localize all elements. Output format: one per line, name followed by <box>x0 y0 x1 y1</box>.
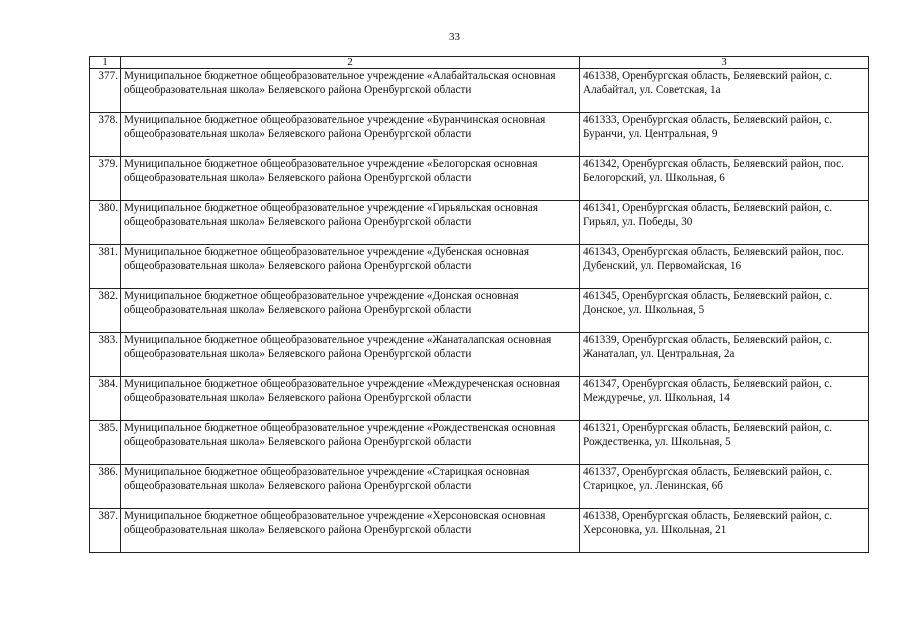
institution-name: Муниципальное бюджетное общеобразовательное учреждение «Буранчинская основная общеобразовательная школа» Беляевского района Оренбургской области <box>121 113 580 157</box>
table-row <box>90 69 869 113</box>
table-row <box>90 465 869 509</box>
institution-address: 461342, Оренбургская область, Беляевский район, пос. Белогорский, ул. Школьная, 6 <box>580 157 869 201</box>
institution-address: 461338, Оренбургская область, Беляевский район, с. Херсоновка, ул. Школьная, 21 <box>580 509 869 553</box>
table-row <box>90 377 869 421</box>
table-row <box>90 289 869 333</box>
institution-address: 461347, Оренбургская область, Беляевский район, с. Междуречье, ул. Школьная, 14 <box>580 377 869 421</box>
institution-name: Муниципальное бюджетное общеобразовательное учреждение «Белогорская основная общеобразовательная школа» Беляевского района Оренбургской области <box>121 157 580 201</box>
institution-name: Муниципальное бюджетное общеобразовательное учреждение «Херсоновская основная общеобразовательная школа» Беляевского района Оренбургской области <box>121 509 580 553</box>
row-number: 381. <box>90 245 121 289</box>
table-row <box>90 509 869 553</box>
institution-address: 461341, Оренбургская область, Беляевский район, с. Гирьял, ул. Победы, 30 <box>580 201 869 245</box>
row-number: 380. <box>90 201 121 245</box>
institution-name: Муниципальное бюджетное общеобразовательное учреждение «Донская основная общеобразовательная школа» Беляевского района Оренбургской области <box>121 289 580 333</box>
table-row <box>90 201 869 245</box>
column-header-number: 1 <box>90 57 121 69</box>
institution-address: 461337, Оренбургская область, Беляевский район, с. Старицкое, ул. Ленинская, 6б <box>580 465 869 509</box>
institution-name: Муниципальное бюджетное общеобразовательное учреждение «Алабайтальская основная общеобразовательная школа» Беляевского района Оренбургской области <box>121 69 580 113</box>
row-number: 379. <box>90 157 121 201</box>
table-header-row <box>90 57 869 69</box>
table-row <box>90 157 869 201</box>
page-number: 33 <box>449 31 460 43</box>
table-row <box>90 421 869 465</box>
institution-name: Муниципальное бюджетное общеобразовательное учреждение «Старицкая основная общеобразовательная школа» Беляевского района Оренбургской области <box>121 465 580 509</box>
institution-name: Муниципальное бюджетное общеобразовательное учреждение «Рождественская основная общеобразовательная школа» Беляевского района Оренбургской области <box>121 421 580 465</box>
table-row <box>90 113 869 157</box>
table-row <box>90 245 869 289</box>
institution-name: Муниципальное бюджетное общеобразовательное учреждение «Гирьяльская основная общеобразовательная школа» Беляевского района Оренбургской области <box>121 201 580 245</box>
institution-address: 461338, Оренбургская область, Беляевский район, с. Алабайтал, ул. Советская, 1а <box>580 69 869 113</box>
row-number: 385. <box>90 421 121 465</box>
row-number: 383. <box>90 333 121 377</box>
institution-name: Муниципальное бюджетное общеобразовательное учреждение «Жанаталапская основная общеобразовательная школа» Беляевского района Оренбургской области <box>121 333 580 377</box>
institution-address: 461321, Оренбургская область, Беляевский район, с. Рождественка, ул. Школьная, 5 <box>580 421 869 465</box>
row-number: 384. <box>90 377 121 421</box>
institution-name: Муниципальное бюджетное общеобразовательное учреждение «Междуреченская основная общеобразовательная школа» Беляевского района Оренбургской области <box>121 377 580 421</box>
institution-address: 461343, Оренбургская область, Беляевский район, пос. Дубенский, ул. Первомайская, 16 <box>580 245 869 289</box>
table-row <box>90 333 869 377</box>
institution-address: 461345, Оренбургская область, Беляевский район, с. Донское, ул. Школьная, 5 <box>580 289 869 333</box>
row-number: 378. <box>90 113 121 157</box>
schools-table <box>89 56 869 553</box>
row-number: 377. <box>90 69 121 113</box>
institution-address: 461333, Оренбургская область, Беляевский район, с. Буранчи, ул. Центральная, 9 <box>580 113 869 157</box>
column-header-name: 2 <box>121 57 580 69</box>
row-number: 386. <box>90 465 121 509</box>
row-number: 387. <box>90 509 121 553</box>
institution-name: Муниципальное бюджетное общеобразовательное учреждение «Дубенская основная общеобразовательная школа» Беляевского района Оренбургской области <box>121 245 580 289</box>
row-number: 382. <box>90 289 121 333</box>
column-header-address: 3 <box>580 57 869 69</box>
institution-address: 461339, Оренбургская область, Беляевский район, с. Жанаталап, ул. Центральная, 2а <box>580 333 869 377</box>
